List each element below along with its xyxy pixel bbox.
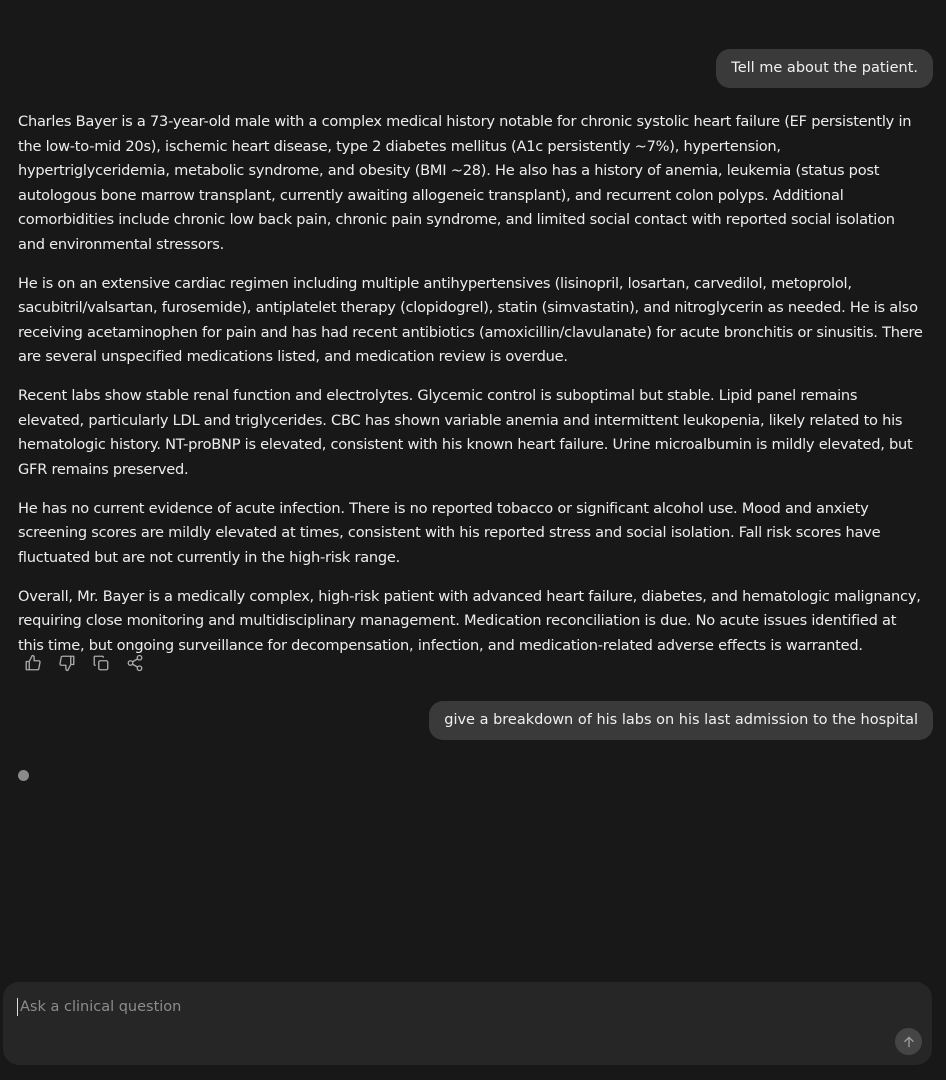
thumbs-up-icon[interactable] — [24, 654, 42, 672]
composer — [3, 982, 932, 1065]
assistant-message — [18, 110, 924, 673]
arrow-up-icon — [902, 1035, 916, 1049]
share-icon[interactable] — [126, 654, 144, 672]
answer-paragraph: Recent labs show stable renal function and electrolytes. Glycemic control is suboptimal but stable. Lipid panel remains elevated, particularly LDL and triglycerides. CBC has shown variable anemia and intermittent leukopenia, likely related to his hematologic history. NT-proBNP is elevated, consistent with his known heart failure. Urine microalbumin is mildly elevated, but GFR remains preserved. — [18, 387, 913, 478]
answer-paragraph: Charles Bayer is a 73-year-old male with a complex medical history notable for chronic systolic heart failure (EF persistently in the low-to-mid 20s), ischemic heart disease, type 2 diabetes mellitus (A1c persistently ~7%), hypertension, hypertriglyceridemia, metabolic syndrome, and obesity (BMI ~28). He also has a history of anemia, leukemia (status post autologous bone marrow transplant, currently awaiting allogeneic transplant), and recurrent colon polyps. Additional comorbidities include chronic low back pain, chronic pain syndrome, and limited social contact with reported social isolation and environmental stressors. — [18, 113, 912, 253]
answer-paragraph: Overall, Mr. Bayer is a medically complex, high-risk patient with advanced heart failure, diabetes, and hematologic malignancy, requiring close monitoring and multidisciplinary management. Medication reconciliation is due. No acute issues identified at this time, but ongoing surveillance for decompensation, infection, and medication-related adverse effects is warranted. — [18, 587, 921, 654]
copy-icon[interactable] — [92, 654, 110, 672]
typing-indicator — [18, 770, 29, 781]
send-button[interactable] — [895, 1028, 922, 1055]
answer-paragraph: He has no current evidence of acute infection. There is no reported tobacco or significant alcohol use. Mood and anxiety screening scores are mildly elevated at times, consistent with his reported stress and social isolation. Fall risk scores have fluctuated but are not currently in the high-risk range. — [18, 499, 881, 566]
message-actions — [24, 654, 144, 672]
thumbs-down-icon[interactable] — [58, 654, 76, 672]
answer-paragraph: He is on an extensive cardiac regimen including multiple antihypertensives (lisinopril, losartan, carvedilol, metoprolol, sacubitril/valsartan, furosemide), antiplatelet therapy (clopidogrel), statin (simvastatin), and nitroglycerin as needed. He is also receiving acetaminophen for pain and has had recent antibiotics (amoxicillin/clavulanate) for acute bronchitis or sinusitis. There are several unspecified medications listed, and medication review is overdue. — [18, 274, 923, 365]
user-message: give a breakdown of his labs on his last admission to the hospital — [429, 701, 933, 740]
user-message: Tell me about the patient. — [716, 49, 933, 88]
question-input[interactable] — [17, 998, 882, 1016]
